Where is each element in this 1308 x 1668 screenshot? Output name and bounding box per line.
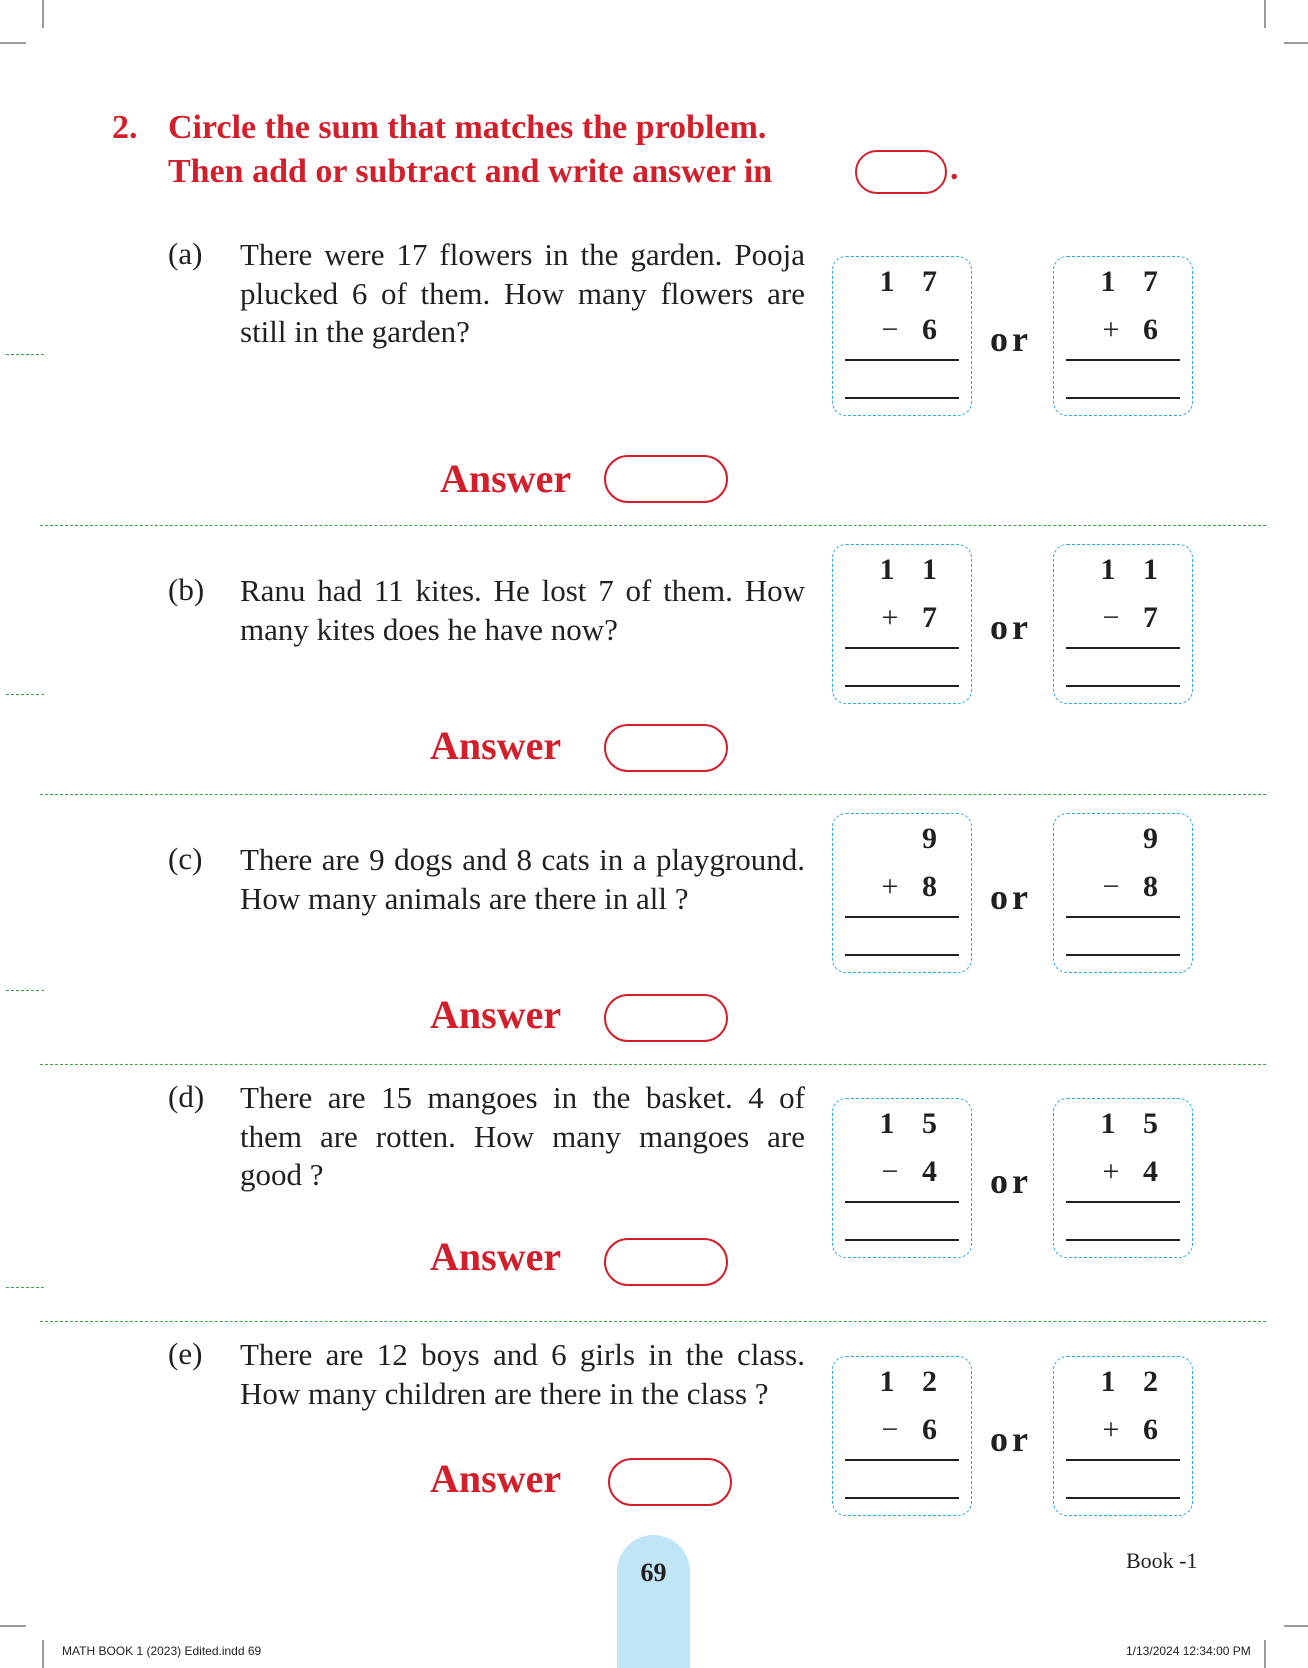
sum-option-left[interactable] bbox=[832, 256, 972, 416]
or-label: or bbox=[990, 1161, 1032, 1201]
sum-result-line bbox=[1066, 685, 1180, 687]
margin-dash bbox=[6, 990, 44, 991]
sum-option-left[interactable] bbox=[832, 544, 972, 704]
sum-operator: − bbox=[881, 1155, 899, 1188]
sum-result-line bbox=[1066, 954, 1180, 956]
answer-label: Answer bbox=[430, 1456, 562, 1501]
sum-operator: + bbox=[881, 870, 899, 903]
sum-line bbox=[1066, 1201, 1180, 1203]
instruction-line-2: Then add or subtract and write answer in bbox=[168, 153, 773, 190]
sum-option-right[interactable] bbox=[1053, 1356, 1193, 1516]
sum-line bbox=[845, 647, 959, 649]
sum-result-line bbox=[845, 1497, 959, 1499]
sum-result-line bbox=[845, 397, 959, 399]
sum-line bbox=[1066, 916, 1180, 918]
sum-line bbox=[845, 1459, 959, 1461]
sum-operator: − bbox=[881, 313, 899, 346]
sum-line bbox=[1066, 1459, 1180, 1461]
sum-bottom-number: 6 bbox=[922, 1413, 937, 1446]
margin-dash bbox=[6, 354, 44, 355]
exercise-number: 2. bbox=[112, 109, 138, 146]
sum-result-line bbox=[1066, 1497, 1180, 1499]
sum-result-line bbox=[845, 954, 959, 956]
sum-top-number: 1 2 bbox=[879, 1365, 947, 1398]
instruction-line-1: Circle the sum that matches the problem. bbox=[168, 109, 767, 146]
problem-letter: (e) bbox=[168, 1336, 203, 1371]
sum-option-left[interactable] bbox=[832, 1356, 972, 1516]
answer-input-box[interactable] bbox=[604, 1238, 728, 1286]
or-label: or bbox=[990, 877, 1032, 917]
sum-top-number: 1 5 bbox=[879, 1107, 947, 1140]
sum-line bbox=[845, 1201, 959, 1203]
sum-line bbox=[845, 359, 959, 361]
sum-top-number: 1 2 bbox=[1100, 1365, 1168, 1398]
sum-option-right[interactable] bbox=[1053, 1098, 1193, 1258]
crop-mark bbox=[42, 1640, 44, 1668]
section-divider bbox=[40, 1321, 1266, 1322]
sum-operator: + bbox=[881, 601, 899, 634]
print-slug-date: 1/13/2024 12:34:00 PM bbox=[1126, 1644, 1251, 1658]
answer-input-box[interactable] bbox=[604, 455, 728, 503]
problem-letter: (c) bbox=[168, 841, 203, 876]
or-label: or bbox=[990, 1419, 1032, 1459]
crop-mark bbox=[1264, 0, 1266, 28]
sum-operator: − bbox=[1102, 870, 1120, 903]
sum-top-number: 1 5 bbox=[1100, 1107, 1168, 1140]
answer-input-box[interactable] bbox=[604, 724, 728, 772]
sum-bottom-number: 6 bbox=[922, 313, 937, 346]
sum-top-number: 1 1 bbox=[879, 553, 947, 586]
sum-option-right[interactable] bbox=[1053, 256, 1193, 416]
crop-mark bbox=[1264, 1640, 1266, 1668]
margin-dash bbox=[6, 1287, 44, 1288]
problem-text: There are 12 boys and 6 girls in the class. How many children are there in the class ? bbox=[240, 1337, 805, 1411]
section-divider bbox=[40, 525, 1266, 526]
problem-text: Ranu had 11 kites. He lost 7 of them. How many kites does he have now? bbox=[240, 573, 805, 647]
or-label: or bbox=[990, 319, 1032, 359]
sum-operator: − bbox=[1102, 601, 1120, 634]
crop-mark bbox=[0, 1625, 26, 1627]
sum-top-number: 9 bbox=[922, 822, 947, 855]
sum-option-left[interactable] bbox=[832, 813, 972, 973]
sum-option-right[interactable] bbox=[1053, 813, 1193, 973]
sum-line bbox=[1066, 359, 1180, 361]
or-label: or bbox=[990, 607, 1032, 647]
answer-input-box[interactable] bbox=[608, 1458, 732, 1506]
page-number-tab bbox=[617, 1535, 690, 1668]
crop-mark bbox=[1284, 42, 1308, 44]
section-divider bbox=[40, 794, 1266, 795]
sum-bottom-number: 6 bbox=[1143, 1413, 1158, 1446]
problem-text: There are 15 mangoes in the basket. 4 of them are rotten. How many mangoes are good ? bbox=[240, 1080, 805, 1192]
sum-result-line bbox=[845, 685, 959, 687]
sum-top-number: 1 7 bbox=[879, 265, 947, 298]
sum-bottom-number: 7 bbox=[922, 601, 937, 634]
sum-operator: + bbox=[1102, 313, 1120, 346]
sum-bottom-number: 8 bbox=[1143, 870, 1158, 903]
sum-result-line bbox=[1066, 1239, 1180, 1241]
problem-text: There were 17 flowers in the garden. Pooja plucked 6 of them. How many flowers are still in the garden? bbox=[240, 237, 805, 349]
answer-label: Answer bbox=[430, 1234, 562, 1279]
problem-text: There are 9 dogs and 8 cats in a playground. How many animals are there in all ? bbox=[240, 842, 805, 916]
sum-operator: − bbox=[881, 1413, 899, 1446]
sum-operator: + bbox=[1102, 1413, 1120, 1446]
sum-bottom-number: 4 bbox=[922, 1155, 937, 1188]
crop-mark bbox=[1284, 1625, 1308, 1627]
sum-top-number: 9 bbox=[1143, 822, 1168, 855]
sum-bottom-number: 6 bbox=[1143, 313, 1158, 346]
problem-letter: (b) bbox=[168, 572, 205, 607]
answer-box-sample bbox=[855, 150, 947, 194]
margin-dash bbox=[6, 694, 44, 695]
sum-line bbox=[1066, 647, 1180, 649]
answer-label: Answer bbox=[440, 456, 572, 501]
page-number: 69 bbox=[640, 1558, 667, 1587]
sum-top-number: 1 1 bbox=[1100, 553, 1168, 586]
book-label: Book -1 bbox=[1126, 1548, 1198, 1573]
sum-top-number: 1 7 bbox=[1100, 265, 1168, 298]
answer-label: Answer bbox=[430, 723, 562, 768]
sum-bottom-number: 4 bbox=[1143, 1155, 1158, 1188]
problem-letter: (d) bbox=[168, 1079, 205, 1114]
sum-bottom-number: 8 bbox=[922, 870, 937, 903]
sum-operator: + bbox=[1102, 1155, 1120, 1188]
sum-option-right[interactable] bbox=[1053, 544, 1193, 704]
crop-mark bbox=[0, 42, 26, 44]
crop-mark bbox=[42, 0, 44, 28]
answer-input-box[interactable] bbox=[604, 994, 728, 1042]
heading-period: . bbox=[950, 150, 959, 187]
sum-bottom-number: 7 bbox=[1143, 601, 1158, 634]
sum-line bbox=[845, 916, 959, 918]
sum-result-line bbox=[845, 1239, 959, 1241]
section-divider bbox=[40, 1064, 1266, 1065]
print-slug-file: MATH BOOK 1 (2023) Edited.indd 69 bbox=[62, 1644, 262, 1658]
answer-label: Answer bbox=[430, 992, 562, 1037]
problem-letter: (a) bbox=[168, 236, 203, 271]
sum-option-left[interactable] bbox=[832, 1098, 972, 1258]
sum-result-line bbox=[1066, 397, 1180, 399]
